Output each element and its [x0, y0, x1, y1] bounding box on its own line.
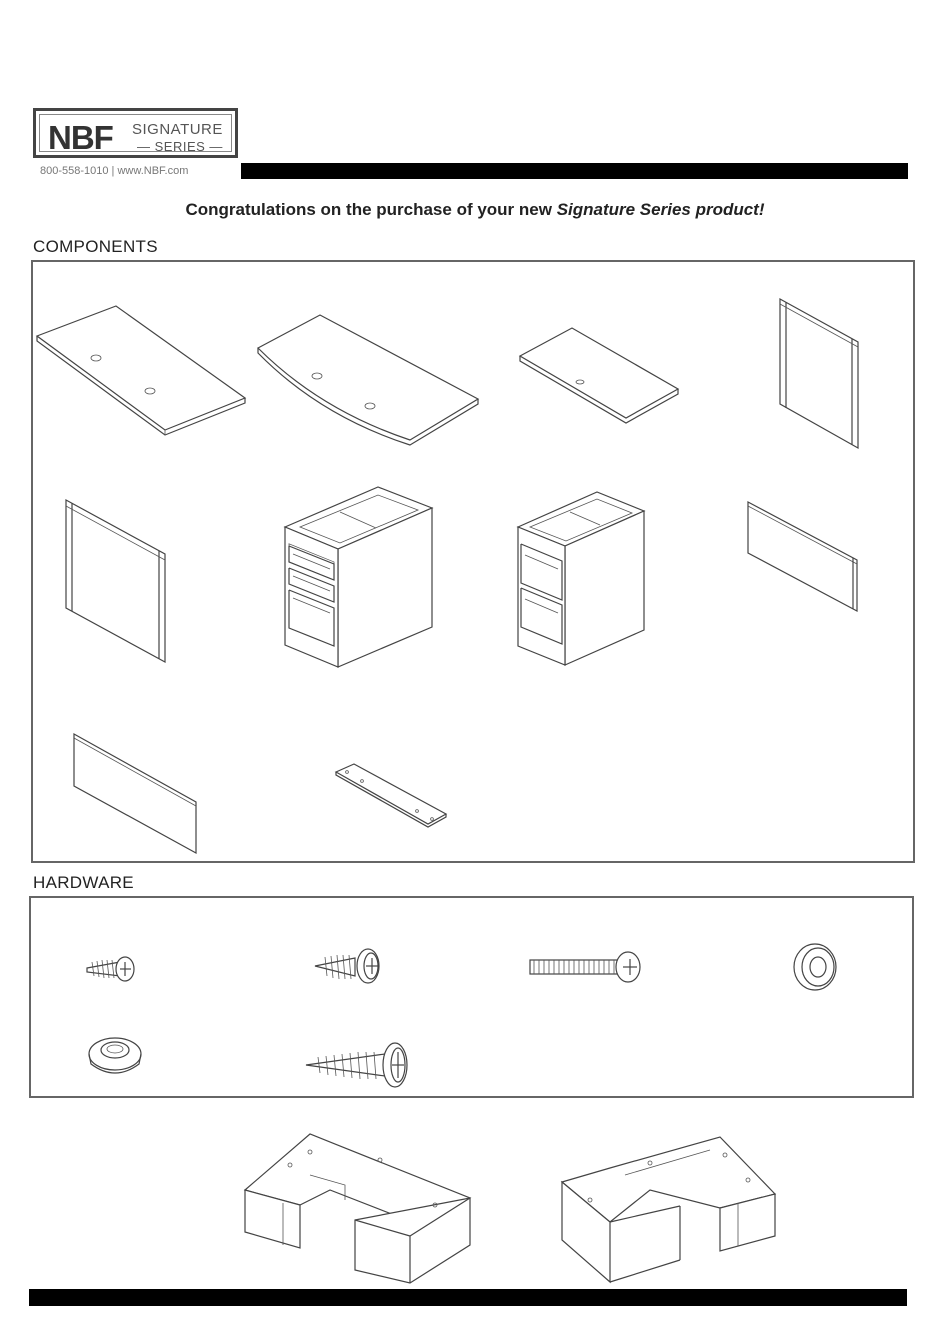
u-desk-left-icon	[245, 1134, 470, 1283]
components-heading: COMPONENTS	[33, 237, 158, 256]
u-desk-right-icon	[562, 1137, 775, 1282]
logo-wordmark: NBF	[48, 119, 113, 156]
headline-emphasis: Signature Series product!	[556, 200, 765, 219]
logo-series: — SERIES —	[137, 139, 223, 154]
headline-text: Congratulations on the purchase of your new	[185, 200, 557, 219]
footer-divider-bar	[29, 1289, 907, 1306]
logo-signature: SIGNATURE	[132, 121, 223, 138]
contact-info: 800-558-1010 | www.NBF.com	[40, 165, 189, 177]
hardware-heading: HARDWARE	[33, 873, 134, 892]
